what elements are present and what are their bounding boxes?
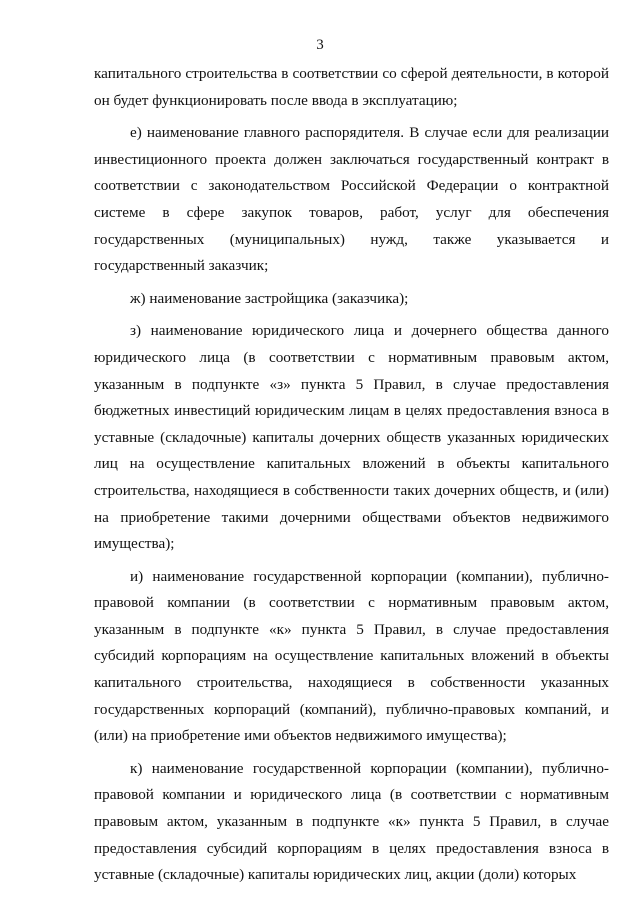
paragraph-item-k: к) наименование государственной корпорации (компании), публично-правовой компании и юридического лица (в соответствии с нормативным правовым актом, указанным в подпункте «к» пункта 5 Правил, в случае предоставления субсидий корпорациям в целях предоставления взноса в уставные (складочные) капиталы юридических лиц, акции (доли) которых bbox=[94, 759, 609, 884]
page-number: 3 bbox=[316, 37, 324, 53]
paragraph-item-z: з) наименование юридического лица и дочернего общества данного юридического лица (в соответствии с нормативным правовым актом, указанным в подпункте «з» пункта 5 Правил, в случае предоставления бюджетных инвестиций юридическим лицам в целях предоставления взноса в уставные (складочные) капиталы дочерних обществ указанных юридических лиц на осуществление капитальных вложений в объекты капитального строительства, находящиеся в собственности таких дочерних обществ, и (или) на приобретение такими дочерними обществами объектов недвижимого имущества); bbox=[94, 322, 609, 553]
paragraph-item-e: е) наименование главного распорядителя. В случае если для реализации инвестиционного проекта должен заключаться государственный контракт в соответствии с законодательством Российской Федерации о контрактной системе в сфере закупок товаров, работ, услуг для обеспечения государственных (муниципальных) нужд, также указывается и государственный заказчик; bbox=[94, 124, 609, 275]
paragraph-item-zh: ж) наименование застройщика (заказчика); bbox=[130, 289, 409, 307]
paragraph-continuation: капитального строительства в соответствии со сферой деятельности, в которой он будет функционировать после ввода в эксплуатацию; bbox=[94, 65, 609, 109]
paragraph-item-i: и) наименование государственной корпорации (компании), публично-правовой компании (в соответствии с нормативным правовым актом, указанным в подпункте «к» пункта 5 Правил, в случае предоставления субсидий корпорациям на осуществление капитальных вложений в объекты капитального строительства, находящиеся в собственности указанных государственных корпораций (компаний), публично-правовых компаний, и (или) на приобретение ими объектов недвижимого имущества); bbox=[94, 567, 609, 745]
document-body bbox=[94, 61, 609, 895]
